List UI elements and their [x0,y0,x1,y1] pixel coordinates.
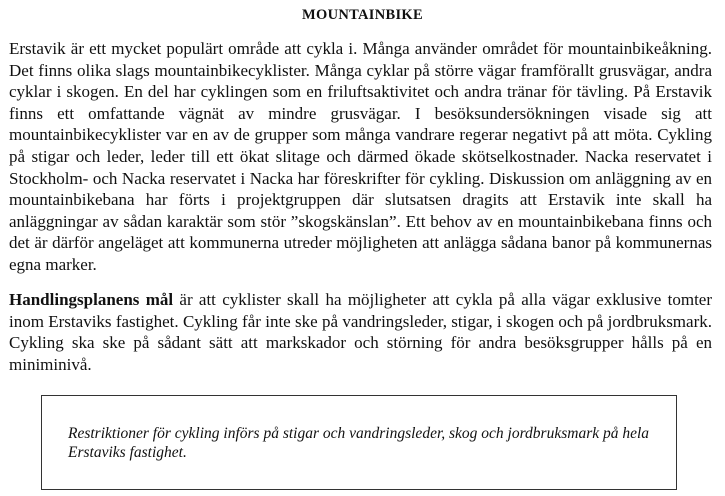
action-plan-text: är att cyklister skall ha möjligheter att cykla på alla vägar exklusive tomter inom Erstaviks fastighet. Cykling får inte ske på vandringsleder, stigar, i skogen och på jordbruksmark. Cykling ska ske på sådant sätt att markskador och störning för andra besöksgrupper hålls på en miniminivå. [9,290,712,374]
action-plan-lead: Handlingsplanens mål [9,290,174,309]
restriction-note: Restriktioner för cykling införs på stigar och vandringsleder, skog och jordbruksmark på hela Erstaviks fastighet. [68,425,650,461]
section-heading: MOUNTAINBIKE [302,7,423,23]
restriction-box [41,395,677,490]
action-plan-paragraph [9,289,712,375]
body-paragraph: Erstavik är ett mycket populärt område att cykla i. Många använder området för mountainbikeåkning. Det finns olika slags mountainbikecyklister. Många cyklar på större vägar framförallt grusvägar, andra cyklar i skogen. En del har cyklingen som en friluftsaktivitet och andra tränar för tävling. På Erstavik finns ett omfattande vägnät av mindre grusvägar. I besöksundersökningen visade sig att mountainbikecyklister var en av de grupper som många vandrare regerar negativt på att möta. Cykling på stigar och leder, leder till ett ökat slitage och därmed ökade skötselkostnader. Nacka reservatet i Stockholm- och Nacka reservatet i Nacka har föreskrifter för cykling. Diskussion om anläggning av en mountainbikebana har förts i projektgruppen där slutsatsen dragits att Erstavik inte skall ha anläggningar av sådan karaktär som stör ”skogskänslan”. Ett behov av en mountainbikebana finns och det är därför angeläget att kommunerna utreder möjligheten att anlägga sådana banor på kommunernas egna marker. [9,39,712,274]
